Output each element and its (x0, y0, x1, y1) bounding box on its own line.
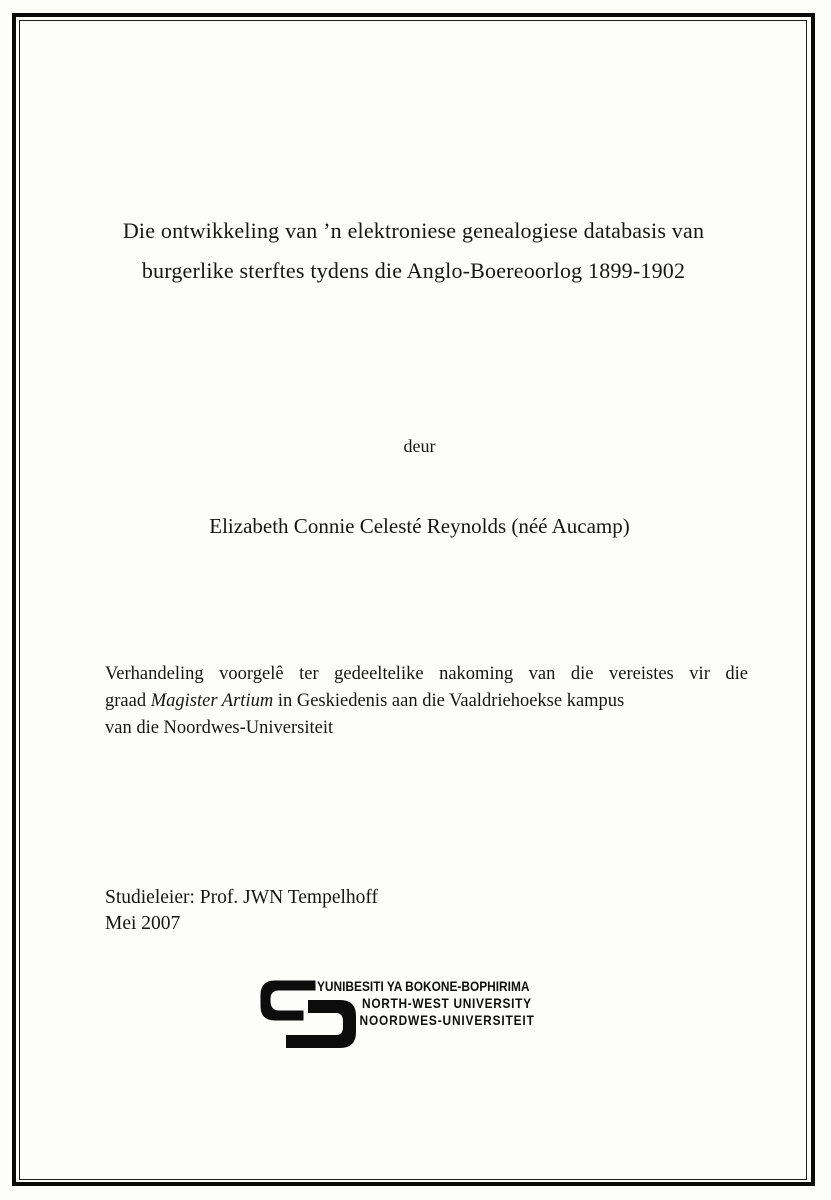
degree-name: Magister Artium (150, 691, 274, 711)
thesis-title-line2: burgerlike sterftes tydens die Anglo-Boereoorlog 1899-1902 (141, 258, 686, 283)
degree-statement-line1: Verhandeling voorgelê ter gedeeltelike nakoming van die vereistes vir die (105, 664, 748, 684)
degree-statement (105, 661, 748, 742)
thesis-title (60, 211, 767, 291)
university-logo (259, 977, 579, 1053)
university-name-afrikaans: NOORDWES-UNIVERSITEIT (359, 1012, 535, 1028)
supervisor-line: Studieleier: Prof. JWN Tempelhoff (105, 887, 379, 908)
university-name-setswana: YUNIBESITI YA BOKONE-BOPHIRIMA (317, 978, 530, 994)
university-logo-text (317, 978, 535, 1029)
thesis-title-line1: Die ontwikkeling van ’n elektroniese genealogiese databasis van (122, 218, 705, 243)
degree-statement-line3: van die Noordwes-Universiteit (105, 718, 334, 738)
byline: deur (403, 436, 436, 456)
degree-statement-line2 (105, 688, 748, 715)
degree-statement-line2-suffix: in Geskiedenis aan die Vaaldriehoekse kampus (273, 691, 625, 711)
author-name: Elizabeth Connie Celesté Reynolds (néé Aucamp) (209, 514, 630, 538)
degree-statement-line2-prefix: graad (105, 691, 151, 711)
university-name-english: NORTH-WEST UNIVERSITY (362, 995, 532, 1011)
date-line: Mei 2007 (105, 913, 181, 934)
